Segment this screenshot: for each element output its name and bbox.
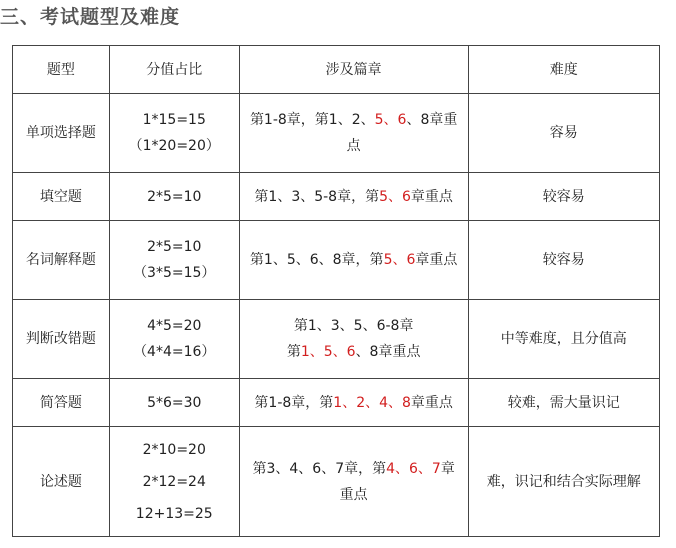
cell-score (109, 427, 239, 537)
score-line: 2*10=20 (142, 441, 206, 458)
cell-score (109, 173, 239, 221)
score-line: 1*15=15 (142, 112, 206, 128)
cell-chapters (239, 300, 468, 379)
key-chapters-text: 5、6 (379, 188, 411, 205)
score-line: 12+13=25 (135, 505, 213, 522)
chapters-text: 第3、4、6、7章，第 (252, 460, 387, 477)
chapters-text: 章重点 (415, 252, 458, 268)
cell-chapters (239, 379, 468, 427)
cell-difficulty: 容易 (468, 94, 659, 173)
cell-type: 填空题 (13, 173, 110, 221)
cell-difficulty: 较容易 (468, 173, 659, 221)
table-row (13, 300, 660, 379)
chapters-text: 第 (286, 344, 301, 360)
key-chapters-text: 1、5、6 (300, 344, 356, 360)
cell-chapters (239, 173, 468, 221)
key-chapters-text: 4、6、7 (386, 460, 441, 477)
section-heading: 三、考试题型及难度 (0, 6, 181, 28)
cell-type: 判断改错题 (13, 300, 110, 379)
score-line: 2*5=10 (147, 188, 202, 205)
header-difficulty: 难度 (468, 46, 659, 94)
table-row (13, 427, 660, 537)
cell-chapters (239, 427, 468, 537)
chapters-text: 第1、3、5-8章，第 (254, 188, 380, 205)
score-line: （4*4=16） (133, 344, 216, 360)
chapters-text: 第1-8章，第1、2、 (249, 112, 375, 128)
cell-score (109, 94, 239, 173)
cell-type: 简答题 (13, 379, 110, 427)
cell-score (109, 221, 239, 300)
cell-difficulty: 较容易 (468, 221, 659, 300)
score-line: （1*20=20） (128, 138, 220, 154)
table-row (13, 173, 660, 221)
header-type: 题型 (13, 46, 110, 94)
chapters-text: 章重点 (410, 188, 453, 205)
key-chapters-text: 5、6 (374, 112, 407, 128)
cell-difficulty: 中等难度，且分值高 (468, 300, 659, 379)
cell-type: 单项选择题 (13, 94, 110, 173)
table-row (13, 221, 660, 300)
chapters-text: 第1、3、5、6-8章 (293, 318, 414, 334)
score-line: 2*5=10 (147, 239, 202, 255)
table-row (13, 94, 660, 173)
chapters-text: 章重点 (339, 460, 455, 503)
score-line: （3*5=15） (133, 265, 216, 281)
cell-type: 名词解释题 (13, 221, 110, 300)
cell-type: 论述题 (13, 427, 110, 537)
table-header-row (13, 46, 660, 94)
cell-chapters (239, 221, 468, 300)
key-chapters-text: 5、6 (383, 252, 416, 268)
cell-difficulty: 难，识记和结合实际理解 (468, 427, 659, 537)
score-line: 5*6=30 (147, 394, 202, 411)
chapters-text: 、8章重点 (346, 112, 458, 154)
header-score: 分值占比 (109, 46, 239, 94)
cell-difficulty: 较难，需大量识记 (468, 379, 659, 427)
chapters-text: 章重点 (410, 394, 453, 411)
key-chapters-text: 1、2、4、8 (333, 394, 411, 411)
cell-chapters (239, 94, 468, 173)
table-row (13, 379, 660, 427)
exam-type-table (12, 45, 660, 537)
chapters-text: 第1、5、6、8章，第 (249, 252, 384, 268)
header-chapters: 涉及篇章 (239, 46, 468, 94)
cell-score (109, 379, 239, 427)
chapters-text: 第1-8章，第 (254, 394, 334, 411)
chapters-text: 、8章重点 (355, 344, 421, 360)
score-line: 4*5=20 (147, 318, 202, 334)
score-line: 2*12=24 (142, 473, 206, 490)
cell-score (109, 300, 239, 379)
